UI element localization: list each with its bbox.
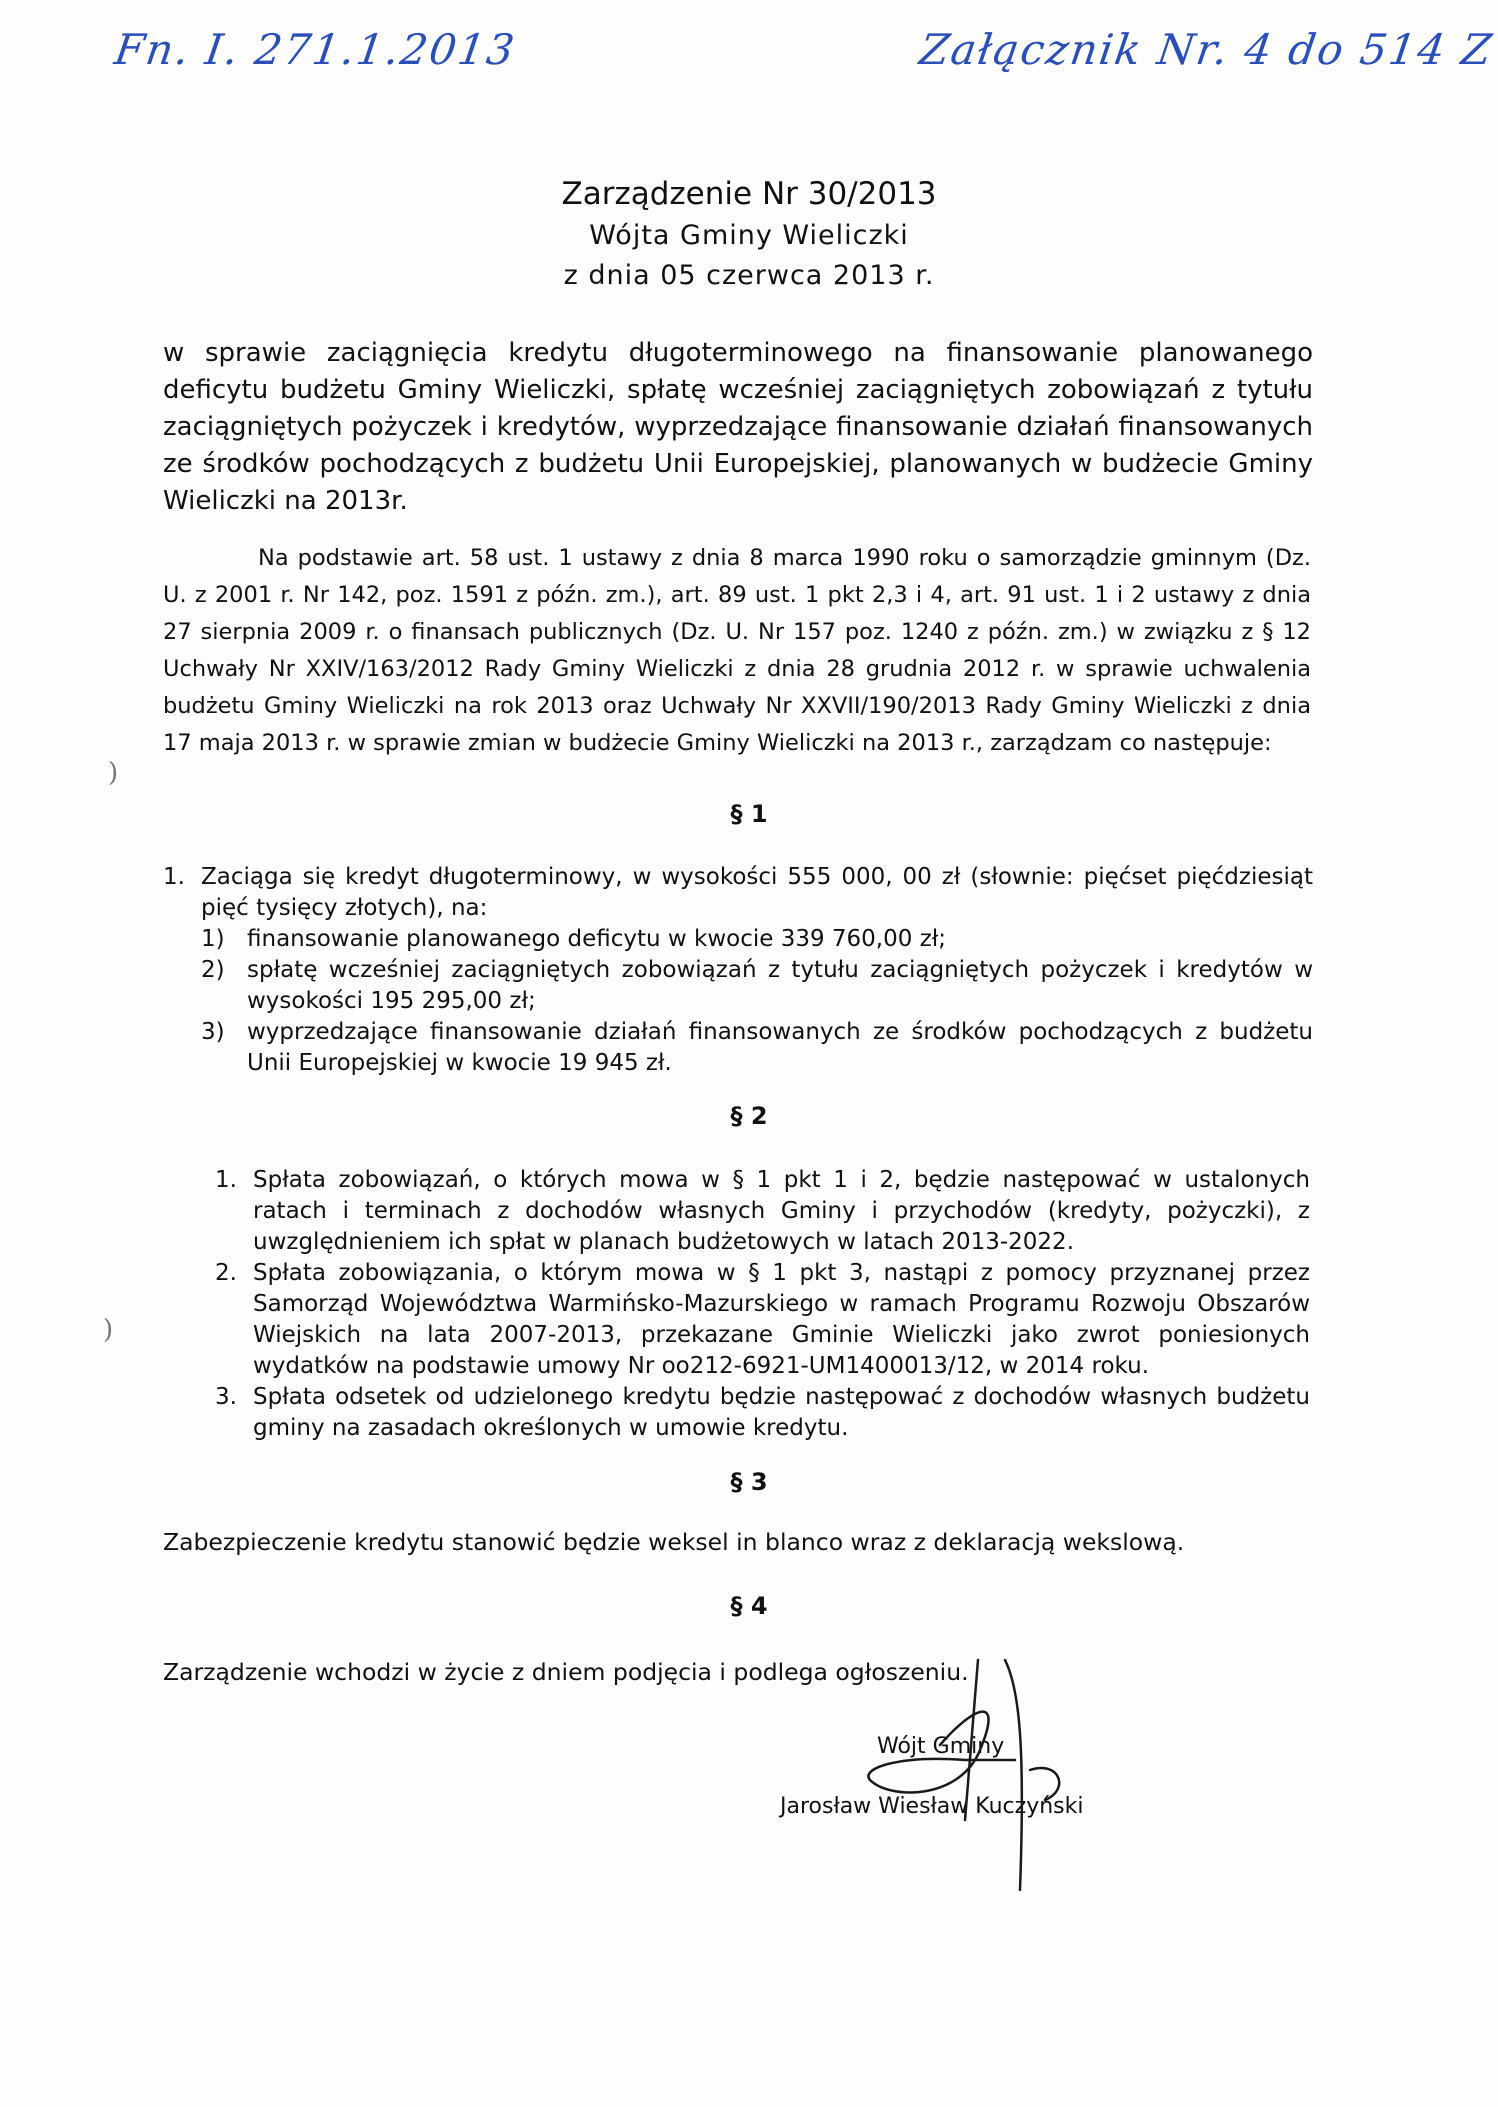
section-2-item <box>215 1258 1310 1382</box>
handwritten-case-number: Fn. I. 271.1.2013 <box>111 25 520 74</box>
item-number: 1. <box>215 1167 237 1193</box>
margin-mark: ) <box>103 1315 114 1345</box>
handwritten-signature <box>830 1650 1130 1920</box>
section-3-text: Zabezpieczenie kredytu stanowić będzie weksel in blanco wraz z deklaracją wekslową. <box>163 1528 1185 1556</box>
section-4-mark: § 4 <box>730 1592 768 1620</box>
title-block <box>0 172 1498 296</box>
item-text: Spłata zobowiązania, o którym mowa w § 1 pkt 3, nastąpi z pomocy przyznanej przez Samorząd Województwa Warmińsko-Mazurskiego w ramach Programu Rozwoju Obszarów Wiejskich na lata 2007-2013, przekazane Gminie Wieliczki jako zwrot poniesionych wydatków na podstawie umowy Nr oo212-6921-UM1400013/12, w 2014 roku. <box>253 1260 1310 1379</box>
document-date: z dnia 05 czerwca 2013 r. <box>563 260 935 291</box>
item-number: 1. <box>163 864 185 890</box>
handwritten-attachment-note: Załącznik Nr. 4 do 514 Z <box>916 25 1497 74</box>
section-1-sublist <box>201 924 1313 1079</box>
sub-item-number: 3) <box>201 1019 225 1045</box>
sub-item <box>201 924 1313 955</box>
legal-basis: Na podstawie art. 58 ust. 1 ustawy z dnia 8 marca 1990 roku o samorządzie gminnym (Dz. U. z 2001 r. Nr 142, poz. 1591 z późn. zm.), art. 89 ust. 1 pkt 2,3 i 4, art. 91 ust. 1 i 2 ustawy z dnia 27 sierpnia 2009 r. o finansach publicznych (Dz. U. Nr 157 poz. 1240 z późn. zm.) w związku z § 12 Uchwały Nr XXIV/163/2012 Rady Gminy Wieliczki z dnia 28 grudnia 2012 r. w sprawie uchwalenia budżetu Gminy Wieliczki na rok 2013 oraz Uchwały Nr XXVII/190/2013 Rady Gminy Wieliczki z dnia 17 maja 2013 r. w sprawie zmian w budżecie Gminy Wieliczki na 2013 r., zarządzam co następuje: <box>163 545 1311 756</box>
sub-item-number: 2) <box>201 957 225 983</box>
section-2-list <box>215 1165 1310 1444</box>
sub-item <box>201 1017 1313 1079</box>
document-title: Zarządzenie Nr 30/2013 <box>561 176 937 212</box>
section-1-mark: § 1 <box>730 800 768 828</box>
item-number: 2. <box>215 1260 237 1286</box>
sub-item <box>201 955 1313 1017</box>
section-2-item <box>215 1165 1310 1258</box>
document-subject: w sprawie zaciągnięcia kredytu długoterminowego na finansowanie planowanego deficytu budżetu Gminy Wieliczki, spłatę wcześniej zaciągniętych zobowiązań z tytułu zaciągniętych pożyczek i kredytów, wyprzedzające finansowanie działań finansowanych ze środków pochodzących z budżetu Unii Europejskiej, planowanych w budżecie Gminy Wieliczki na 2013r. <box>163 338 1313 516</box>
section-3-mark: § 3 <box>730 1468 768 1496</box>
section-1-list <box>163 862 1313 1079</box>
sub-item-text: spłatę wcześniej zaciągniętych zobowiązań z tytułu zaciągniętych pożyczek i kredytów w wysokości 195 295,00 zł; <box>247 957 1313 1014</box>
sub-item-text: finansowanie planowanego deficytu w kwocie 339 760,00 zł; <box>247 926 947 952</box>
item-text: Spłata zobowiązań, o których mowa w § 1 pkt 1 i 2, będzie następować w ustalonych ratach i terminach z dochodów własnych Gminy i przychodów (kredyty, pożyczki), z uwzględnieniem ich spłat w planach budżetowych w latach 2013-2022. <box>253 1167 1310 1255</box>
section-1-item <box>163 862 1313 924</box>
margin-mark: ) <box>108 758 119 788</box>
sub-item-text: wyprzedzające finansowanie działań finansowanych ze środków pochodzących z budżetu Unii Europejskiej w kwocie 19 945 zł. <box>247 1019 1313 1076</box>
sub-item-number: 1) <box>201 926 225 952</box>
section-2-item <box>215 1382 1310 1444</box>
item-text: Spłata odsetek od udzielonego kredytu będzie następować z dochodów własnych budżetu gminy na zasadach określonych w umowie kredytu. <box>253 1384 1310 1441</box>
section-4-text: Zarządzenie wchodzi w życie z dniem podjęcia i podlega ogłoszeniu. <box>163 1658 969 1686</box>
signatory-title: Wójt Gminy <box>877 1734 1005 1759</box>
item-text: Zaciąga się kredyt długoterminowy, w wysokości 555 000, 00 zł (słownie: pięćset pięćdziesiąt pięć tysięcy złotych), na: <box>201 864 1313 921</box>
document-issuer: Wójta Gminy Wieliczki <box>589 220 909 251</box>
item-number: 3. <box>215 1384 237 1410</box>
section-2-mark: § 2 <box>730 1102 768 1130</box>
signatory-name: Jarosław Wiesław Kuczyński <box>780 1794 1084 1819</box>
